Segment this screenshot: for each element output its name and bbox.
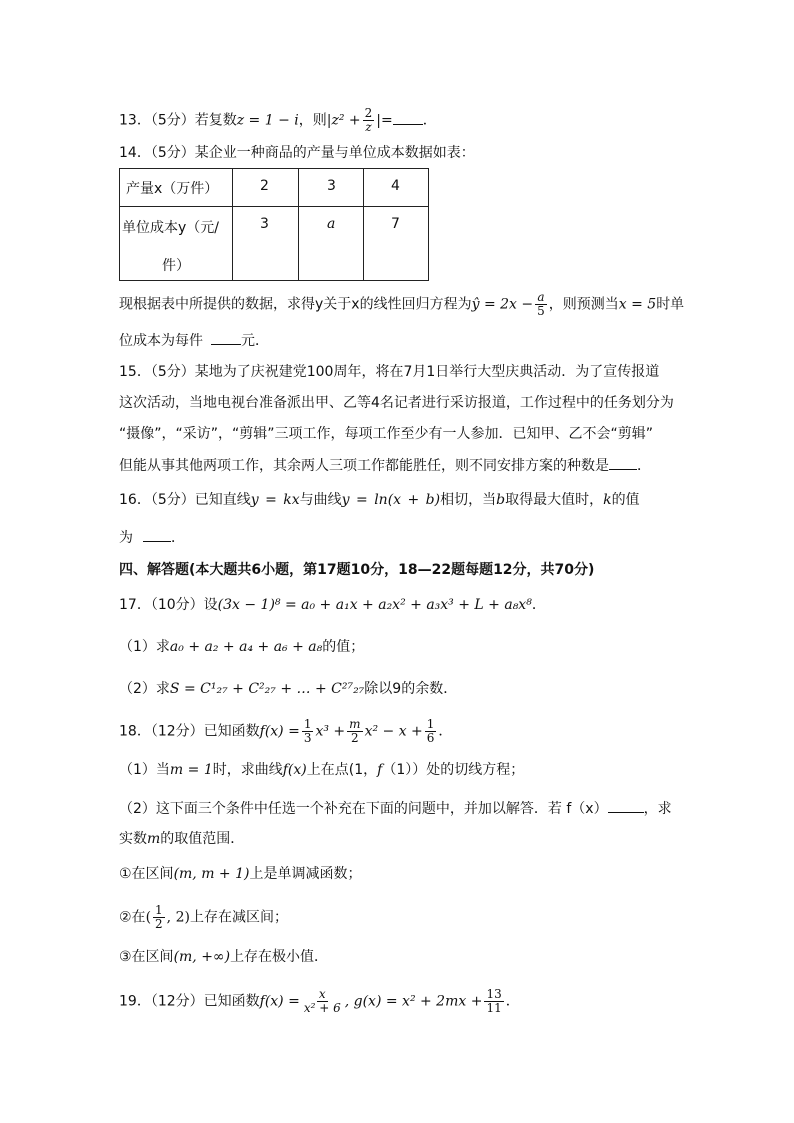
table-cell (233, 169, 299, 207)
table-row (120, 207, 429, 281)
q18-p1-f2: f (377, 762, 383, 778)
q19-g-den: 11 (486, 1001, 502, 1015)
q18-frac1-den: 3 (303, 731, 312, 745)
q18-part1 (119, 760, 524, 780)
table-cell (364, 169, 429, 207)
q14-cond: x = 5 (618, 296, 657, 313)
q16-var-k: k (603, 492, 612, 508)
q14-text1-c: 时单 (656, 296, 685, 313)
q18-frac1-num: 1 (303, 717, 312, 731)
q16-line2-text: 为 (119, 530, 133, 546)
q14-text2-end: 元． (241, 333, 269, 349)
q13-prefix: 13．（5分）若复数 (119, 112, 237, 129)
q18-p2-a: （2）这下面三个条件中任选一个补充在下面的问题中，并加以解答．若 f（x） (119, 801, 608, 817)
q18-opt3-b: 上存在极小值． (230, 949, 329, 965)
q15-line4-text: 但能从事其他两项工作，其余两人三项工作都能胜任，则不同安排方案的种数是 (119, 458, 609, 474)
q18-p2-line2-a: 实数 (119, 831, 147, 847)
q18-opt1-a: ①在区间 (119, 866, 174, 882)
table-cell (233, 207, 299, 281)
q18-p2-line2-b: 的取值范围． (160, 831, 245, 847)
q14-eq-frac-den: 5 (537, 304, 545, 318)
q14-eq-left: ŷ = 2x − (471, 296, 534, 313)
q18-answer-blank[interactable] (608, 798, 644, 813)
question-19 (119, 988, 520, 1015)
q15-line3: “摄像”，“采访”，“剪辑”三项工作，每项工作至少有一人参加．已知甲、乙不会“剪辑” (119, 426, 654, 442)
section-4-title: 四、解答题(本大题共6小题，第17题10分，18—22题每题12分，共70分) (119, 562, 595, 578)
q18-p1-d: （1））处的切线方程； (382, 762, 525, 778)
q15-line2: 这次活动，当地电视台准备派出甲、乙等4名记者进行采访报道，工作过程中的任务划分为 (119, 395, 674, 411)
q14-eq-frac-num: a (537, 290, 545, 304)
q18-opt2-num: 1 (155, 903, 163, 917)
q15-line4 (119, 455, 651, 476)
q19-prefix: 19．（12分）已知函数 (119, 993, 260, 1010)
q16-line2-end: ． (171, 530, 185, 546)
q13-mid: ，则 (298, 112, 327, 129)
q18-p1-cond: m = 1 (169, 762, 213, 778)
q18-f: f(x) = (259, 723, 300, 740)
q14-intro: 14．（5分）某企业一种商品的产量与单位成本数据如表： (119, 145, 475, 161)
q18-opt2-den: 2 (155, 917, 163, 931)
q19-end: ． (505, 993, 520, 1010)
q17-part1 (119, 637, 364, 657)
row1-value: 2 (260, 178, 269, 194)
row2-value: 3 (260, 216, 269, 232)
q15-line1: 15．（5分）某地为了庆祝建党100周年，将在7月1日举行大型庆典活动．为了宣传报道 (119, 364, 660, 380)
q17-equation: (3x − 1)⁸ = a₀ + a₁x + a₂x² + a₃x³ + L + a₈x⁸ (217, 597, 532, 613)
q13-frac-den: z (365, 120, 372, 134)
q18-end: ． (438, 723, 453, 740)
q16-eq2: y = ln(x + b) (341, 492, 441, 508)
q17-part2 (119, 679, 457, 699)
q17-p1-b: 的值； (322, 639, 365, 655)
table-cell (364, 207, 429, 281)
row2-value: 7 (391, 216, 400, 232)
q18-opt2-frac (153, 904, 165, 931)
q19-f: f(x) = (259, 993, 300, 1010)
q18-option2: ②在( $\frac{1}{2}$ , 2)上存在减区间； (119, 903, 288, 931)
q18-frac3 (425, 718, 437, 745)
q18-opt1-b: 上是单调减函数； (249, 866, 362, 882)
question-13 (119, 107, 437, 134)
q17-p2-b: 除以9的余数． (364, 681, 458, 697)
q18-opt3-eq: (m, +∞) (173, 949, 231, 965)
table-row (120, 169, 429, 207)
q18-p1-a: （1）当 (119, 762, 170, 778)
q13-fraction (363, 107, 375, 134)
q17-p2-a: （2）求 (119, 681, 170, 697)
q18-frac3-num: 1 (426, 717, 435, 731)
q18-part2-line2 (119, 829, 244, 849)
row1-label: 产量x（万件） (126, 181, 219, 197)
q18-part2 (119, 798, 672, 819)
q14-text1-b: ，则预测当 (548, 296, 619, 313)
q18-frac2-den: 2 (351, 731, 359, 745)
q16-line2 (119, 527, 185, 548)
q17-end: ． (531, 597, 546, 613)
q13-expr-right: |= (376, 112, 393, 129)
q18-mid1: x³ + (315, 723, 346, 740)
question-17 (119, 595, 546, 615)
q16-text-d: 取得最大值时， (505, 492, 604, 508)
q16-var-b: b (496, 492, 506, 508)
q13-frac-num: 2 (364, 106, 373, 120)
q16-line1 (119, 490, 640, 510)
q19-f-num: x (318, 987, 326, 1001)
q17-p1-a: （1）求 (119, 639, 170, 655)
q13-end: ． (422, 112, 437, 129)
q18-frac2 (347, 718, 362, 745)
row2-value: a (327, 216, 336, 232)
q17-p1-eq: a₀ + a₂ + a₄ + a₆ + a₈ (169, 639, 323, 655)
q18-option3 (119, 947, 328, 967)
table-cell (299, 169, 364, 207)
q18-mid2: x² − x + (364, 723, 423, 740)
row1-value: 3 (327, 178, 336, 194)
q19-f-frac (302, 988, 343, 1015)
q14-text-line1 (119, 291, 684, 318)
q18-p1-f: f(x) (282, 762, 307, 778)
q18-frac1 (302, 718, 314, 745)
q16-text-e: 的值 (611, 492, 640, 508)
row1-value: 4 (391, 178, 400, 194)
q13-expr-left: |z² + (326, 112, 361, 129)
q16-text-b: 与曲线 (299, 492, 342, 508)
q16-text-a: 16．（5分）已知直线 (119, 492, 251, 508)
q18-opt1-eq: (m, m + 1) (173, 866, 250, 882)
q18-frac2-num: m (349, 717, 361, 731)
q13-answer-blank[interactable] (393, 110, 423, 125)
q18-p2-b: ，求 (643, 801, 672, 817)
table-row-label (120, 169, 233, 207)
q18-option1 (119, 864, 361, 884)
q18-prefix: 18．（12分）已知函数 (119, 723, 260, 740)
q18-opt2-b: 上存在减区间； (189, 909, 288, 926)
row2-label-line2: 件） (162, 258, 190, 274)
q18-opt2-eq: , 2) (166, 909, 190, 926)
q19-g-frac (484, 988, 503, 1015)
q14-text2: 位成本为每件 (119, 333, 203, 349)
q18-p1-c: 上在点(1， (306, 762, 378, 778)
q16-eq1: y = kx (250, 492, 300, 508)
q14-text1-a: 现根据表中所提供的数据，求得y关于x的线性回归方程为 (119, 296, 472, 313)
q14-text-line2 (119, 330, 269, 351)
q18-opt2-a: ②在 (119, 909, 146, 926)
row2-label-line1: 单位成本y（元/ (122, 220, 220, 236)
q14-data-table (119, 168, 429, 281)
q15-line4-end: ． (637, 458, 651, 474)
table-row-label (120, 207, 233, 281)
q13-condition: z = 1 − i (236, 112, 299, 129)
q19-g: , g(x) = x² + 2mx + (344, 993, 483, 1010)
q19-f-den: x² + 6 (303, 1001, 341, 1015)
q18-frac3-den: 6 (426, 731, 435, 745)
q19-g-num: 13 (486, 987, 502, 1001)
q17-prefix: 17．（10分）设 (119, 597, 218, 613)
question-18 (119, 718, 452, 745)
q16-text-c: 相切，当 (440, 492, 497, 508)
q15-answer-blank[interactable] (609, 455, 637, 470)
q18-p1-b: 时，求曲线 (212, 762, 283, 778)
q18-p2-var-m: m (147, 831, 161, 847)
q16-answer-blank[interactable] (143, 527, 171, 542)
q14-answer-blank[interactable] (211, 330, 241, 345)
q17-p2-eq: S = C¹₂₇ + C²₂₇ + … + C²⁷₂₇ (169, 681, 365, 697)
q18-opt3-a: ③在区间 (119, 949, 174, 965)
q14-eq-fraction (535, 291, 547, 318)
table-cell (299, 207, 364, 281)
